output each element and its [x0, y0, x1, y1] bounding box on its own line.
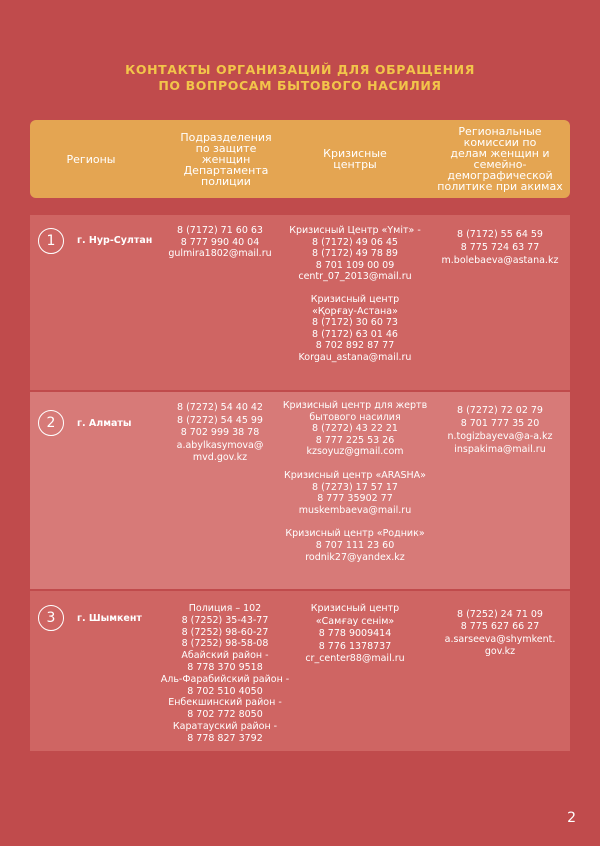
contact-line: 8 (7272) 54 40 42: [177, 402, 263, 413]
contact-line: 8 (7172) 30 60 73: [312, 317, 398, 329]
contact-line: 8 707 111 23 60: [315, 539, 395, 551]
contact-line: 8 778 827 3792: [187, 732, 263, 744]
contact-line: Кризисный Центр «Үміт» -: [289, 225, 421, 236]
city-label: г. Шымкент: [77, 613, 142, 624]
contact-line: 8 702 999 38 78: [180, 427, 260, 439]
contact-line: inspakima@mail.ru: [454, 444, 546, 455]
crisis-center-contacts: [280, 225, 430, 364]
header-commissions-line: демографической: [447, 169, 553, 182]
contact-line: cr_center88@mail.ru: [305, 653, 405, 665]
contact-line: 8 (7172) 55 64 59: [457, 229, 543, 240]
header-commissions-line: политике при акимах: [437, 180, 563, 193]
header-regions: [30, 120, 152, 198]
header-police-line: Подразделения: [180, 130, 272, 144]
contact-line: 8 (7172) 71 60 63: [177, 225, 263, 236]
table-header: [30, 120, 570, 198]
page-number: 2: [567, 810, 576, 826]
header-regions-label: Регионы: [66, 152, 116, 166]
contact-line: m.bolebaeva@astana.kz: [441, 255, 559, 266]
contact-line: 8 (7272) 43 22 21: [312, 423, 398, 435]
contact-line: Korgau_astana@mail.ru: [298, 351, 412, 363]
contact-line: 8 701 109 00 09: [315, 259, 395, 271]
contact-line: 8 777 225 53 26: [315, 434, 395, 446]
contact-line: gov.kz: [484, 646, 516, 658]
contact-line: 8 (7252) 98-60-27: [181, 626, 269, 638]
contact-line: rodnik27@yandex.kz: [305, 551, 405, 563]
contact-line: бытового насилия: [309, 411, 401, 423]
contact-line: 8 (7172) 63 01 46: [312, 328, 398, 340]
header-police-line: по защите: [195, 141, 257, 155]
contact-line: Абайский район -: [181, 650, 269, 662]
contact-line: 8 775 724 63 77: [460, 242, 540, 253]
contact-line: 8 778 370 9518: [187, 661, 263, 673]
table-row-almaty: [30, 392, 570, 589]
contact-line: 8 777 35902 77: [317, 493, 393, 505]
header-police-line: полиции: [201, 174, 251, 188]
table-row-shymkent: [30, 591, 570, 751]
contact-line: 8 776 1378737: [318, 640, 392, 652]
police-contacts: [155, 603, 295, 745]
contact-line: muskembaeva@mail.ru: [298, 504, 412, 516]
contact-line: a.abylkasymova@: [176, 439, 264, 451]
header-police: [152, 120, 300, 198]
contact-line: gulmira1802@mail.ru: [168, 248, 272, 260]
contact-line: a.sarseeva@shymkent.: [444, 633, 556, 645]
row-number-badge: 3: [38, 605, 64, 631]
header-commissions: [430, 120, 570, 198]
commission-contacts: [430, 404, 570, 456]
contact-line: Аль-Фарабийский район -: [160, 673, 290, 685]
city-label: г. Нур-Султан: [77, 235, 153, 246]
contact-line: 8 778 9009414: [318, 628, 392, 640]
title-line-2: ПО ВОПРОСАМ БЫТОВОГО НАСИЛИЯ: [158, 78, 442, 93]
contact-line: Каратауский район -: [172, 720, 278, 732]
contact-line: 8 (7272) 72 02 79: [457, 405, 543, 416]
table-row-nur-sultan: [30, 215, 570, 390]
contact-line: Кризисный центр «Родник»: [285, 528, 425, 540]
commission-contacts: [430, 609, 570, 659]
contact-line: mvd.gov.kz: [192, 452, 248, 464]
contact-line: 8 702 510 4050: [187, 685, 263, 697]
row-number-badge: 2: [38, 410, 64, 436]
city-label: г. Алматы: [77, 418, 132, 429]
contact-line: Кризисный центр для жертв: [282, 400, 428, 411]
contact-line: 8 702 892 87 77: [315, 340, 395, 352]
contact-line: «Самғау сенім»: [315, 615, 395, 627]
contact-line: Енбекшинский район -: [168, 697, 282, 709]
header-crisis-line: центры: [333, 158, 377, 171]
contact-line: Полиция – 102: [188, 603, 262, 614]
contact-line: 8 (7252) 35-43-77: [181, 614, 269, 626]
header-police-line: женщин: [201, 152, 251, 166]
contact-line: 8 (7252) 98-58-08: [181, 638, 269, 650]
contact-line: 8 (7172) 49 06 45: [312, 236, 398, 248]
contact-line: 8 (7172) 49 78 89: [312, 248, 398, 260]
contact-line: centr_07_2013@mail.ru: [298, 271, 412, 283]
contact-line: 8 702 772 8050: [187, 709, 263, 721]
contact-line: 8 777 990 40 04: [180, 236, 260, 248]
crisis-center-contacts: [280, 400, 430, 563]
contact-line: kzsoyuz@gmail.com: [306, 446, 404, 458]
contact-line: Кризисный центр: [310, 603, 400, 614]
header-commissions-line: делам женщин и: [450, 147, 550, 160]
commission-contacts: [430, 228, 570, 267]
contact-line: Кризисный центр: [310, 293, 400, 305]
contact-line: 8 701 777 35 20: [460, 418, 540, 429]
title-line-1: КОНТАКТЫ ОРГАНИЗАЦИЙ ДЛЯ ОБРАЩЕНИЯ: [125, 62, 475, 77]
header-commissions-line: семейно-: [473, 158, 527, 171]
contact-line: 8 (7273) 17 57 17: [312, 481, 398, 493]
contact-line: 8 775 627 66 27: [460, 621, 540, 633]
row-number-badge: 1: [38, 228, 64, 254]
police-contacts: [155, 402, 285, 465]
contact-line: Кризисный центр «ARASHA»: [284, 469, 426, 481]
contact-line: 8 (7252) 24 71 09: [457, 609, 543, 620]
contact-line: 8 (7272) 54 45 99: [177, 414, 263, 426]
police-contacts: [155, 225, 285, 260]
crisis-center-contacts: [280, 603, 430, 666]
header-police-line: Департамента: [183, 163, 269, 177]
page-title: [0, 62, 600, 94]
header-commissions-line: комиссии по: [463, 136, 537, 149]
contact-line: n.togizbayeva@a-a.kz: [447, 431, 553, 442]
header-commissions-line: Региональные: [458, 125, 542, 138]
header-crisis-line: Кризисные: [323, 147, 387, 160]
header-crisis: [280, 120, 430, 198]
contact-line: «Қорғау-Астана»: [312, 305, 398, 317]
